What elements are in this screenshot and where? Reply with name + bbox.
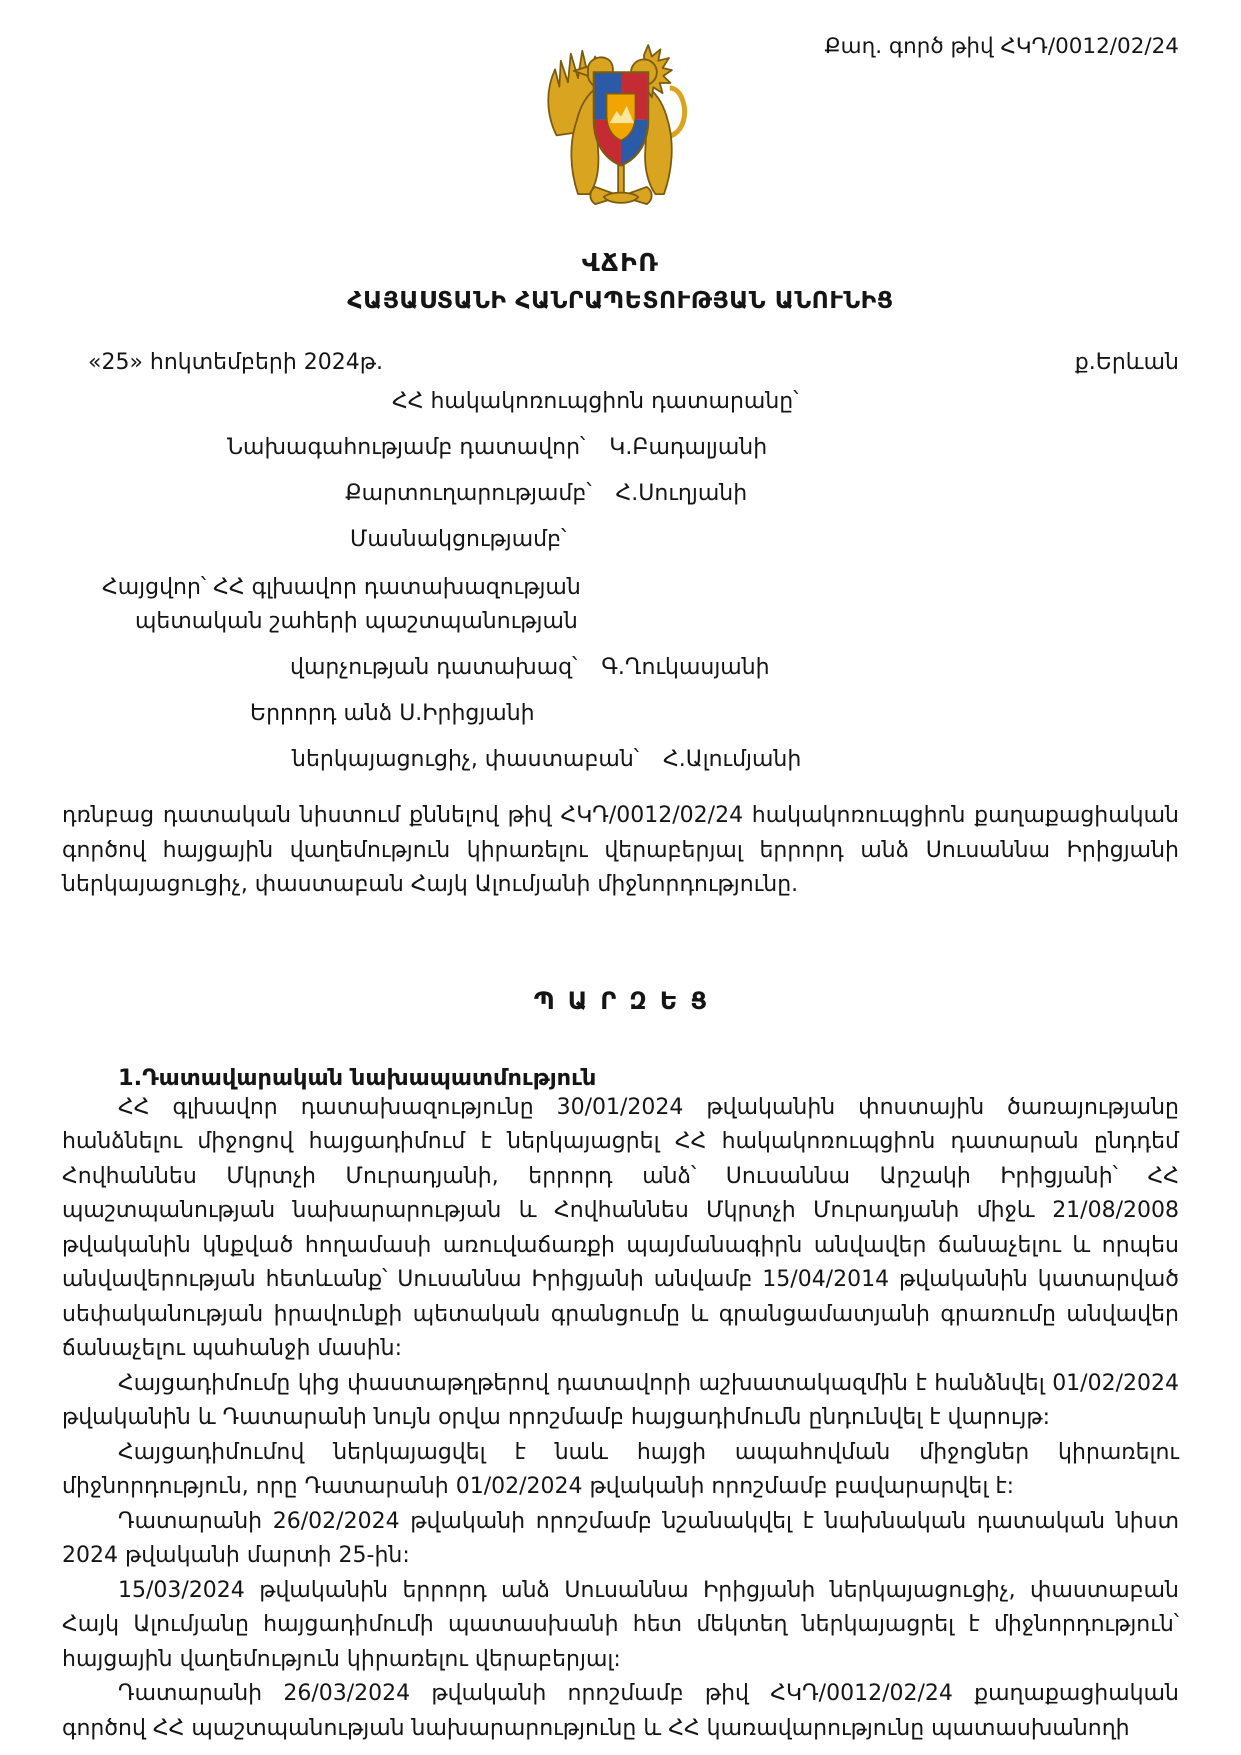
document-header — [62, 0, 1179, 222]
body-paragraph: Հայցադիմումը կից փաստաթղթերով դատավորի աշխատակազմին է հանձնվել 01/02/2024 թվականին և Դատարանի նույն օրվա որոշմամբ հայցադիմումն ընդունվել է վարույթ: — [62, 1370, 1179, 1430]
composition-secretary: Քարտուղարությամբ՝ Հ.Սուղյանի — [345, 481, 748, 506]
document-title: ՎՃԻՌ — [581, 248, 660, 277]
composition-judge: Նախագահությամբ դատավոր՝ Կ.Բադալյանի — [227, 435, 768, 460]
emblem-base — [590, 165, 651, 204]
date-row — [62, 350, 1179, 375]
body-paragraph: Դատարանի 26/03/2024 թվականի որոշմամբ թիվ ՀԿԴ/0012/02/24 քաղաքացիական գործով ՀՀ պաշտպանության նախարարությունը և ՀՀ կառավարությունը պատասխանողի — [62, 1681, 1179, 1741]
document-subtitle: ՀԱՅԱՍՏԱՆԻ ՀԱՆՐԱՊԵՏՈՒԹՅԱՆ ԱՆՈՒՆԻՑ — [347, 286, 894, 314]
findings-heading: ՊԱՐԶԵՑ — [533, 986, 721, 1015]
body-paragraph: Դատարանի 26/02/2024 թվականի որոշմամբ նշանակվել է նախնական դատական նիստ 2024 թվականի մարտի 25-ին: — [62, 1508, 1179, 1568]
decision-date: «25» հոկտեմբերի 2024թ. — [88, 350, 384, 375]
court-composition — [62, 425, 1179, 783]
court-name: ՀՀ հակակոռուպցիոն դատարանը՝ — [392, 389, 799, 414]
composition-representative: ներկայացուցիչ, փաստաբան՝ Հ.Ալումյանի — [292, 747, 802, 772]
case-number: Քաղ. գործ թիվ ՀԿԴ/0012/02/24 — [824, 34, 1179, 59]
composition-plaintiff-line-1: Հայցվոր՝ ՀՀ գլխավոր դատախազության — [102, 575, 581, 600]
composition-third-party: Երրորդ անձ Ս.Իրիցյանի — [250, 701, 535, 726]
body-paragraph: Հայցադիմումով ներկայացվել է նաև հայցի ապահովման միջոցներ կիրառելու միջնորդություն, որը Դատարանի 01/02/2024 թվականի որոշմամբ բավարարվել է: — [62, 1439, 1179, 1499]
body-paragraph: ՀՀ գլխավոր դատախազությունը 30/01/2024 թվականին փոստային ծառայությանը հանձնելու միջոցով հայցադիմում է ներկայացրել ՀՀ հակակոռուպցիոն դատարան ընդդեմ Հովհաննես Մկրտչի Մուրադյանի, երրորդ անձ՝ Սուսաննա Արշակի Իրիցյանի՝ ՀՀ պաշտպանության նախարարության և Հովհաննես Մկրտչի Մուրադյանի միջև 21/08/2008 թվականին կնքված հողամասի առուվաճառքի պայմանագիրն անվավեր ճանաչելու և որպես անվավերության հետևանք՝ Սուսաննա Իրիցյանի անվամբ 15/04/2014 թվականին կատարված սեփականության իրավունքի պետական գրանցումը և գրանցամատյանի գրառումը անվավեր ճանաչելու պահանջի մասին: — [62, 1094, 1179, 1361]
decision-location: ք.Երևան — [1074, 350, 1179, 375]
composition-participation: Մասնակցությամբ՝ — [350, 527, 567, 552]
body-paragraph: 15/03/2024 թվականին երրորդ անձ Սուսաննա Իրիցյանի ներկայացուցիչ, փաստաբան Հայկ Ալումյանը հայցադիմումի պատասխանի հետ մեկտեղ ներկայացրել է միջնորդություն՝ հայցային վաղեմություն կիրառելու վերաբերյալ: — [62, 1577, 1179, 1672]
armenia-coat-of-arms-icon — [535, 26, 707, 216]
shield — [593, 72, 647, 167]
preamble-paragraph: դռնբաց դատական նիստում քննելով թիվ ՀԿԴ/0012/02/24 հակակոռուպցիոն քաղաքացիական գործով հայցային վաղեմություն կիրառելու վերաբերյալ երրորդ անձ Սուսաննա Իրիցյանի ներկայացուցիչ, փաստաբան Հայկ Ալումյանի միջնորդությունը. — [62, 803, 1179, 897]
composition-plaintiff-line-2: պետական շահերի պաշտպանության — [135, 609, 578, 634]
section-1-title: 1.Դատավարական նախապատմություն — [118, 1064, 597, 1091]
composition-prosecutor: վարչության դատախազ՝ Գ.Ղուկասյանի — [290, 655, 770, 680]
